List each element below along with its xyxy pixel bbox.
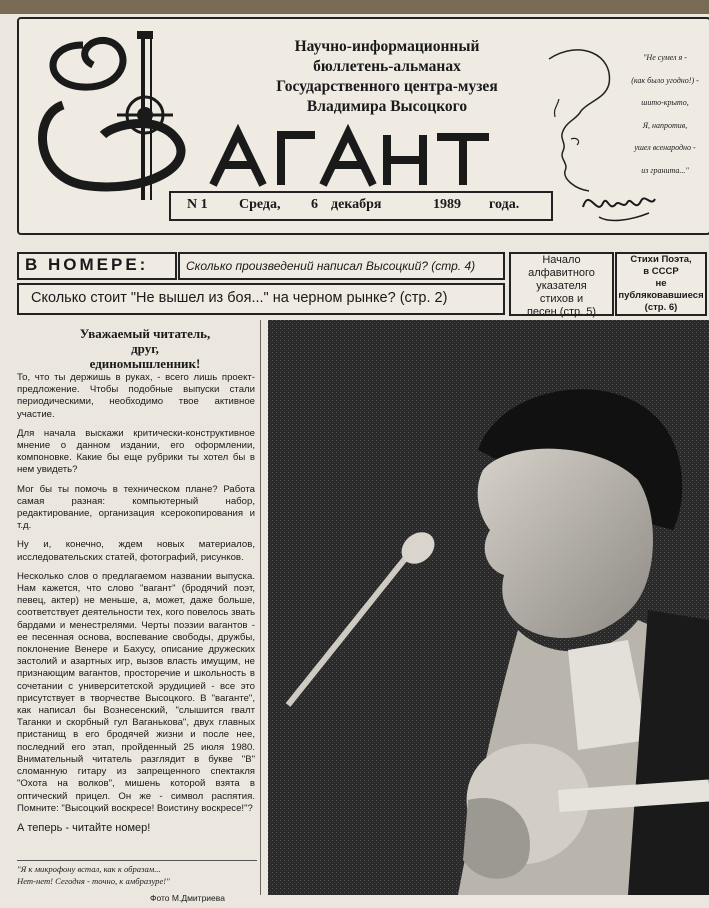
contents-line: указателя xyxy=(536,280,587,292)
contents-item-works-count xyxy=(178,252,505,280)
contents-item-text: Сколько стоит "Не вышел из боя..." на черном рынке? (стр. 2) xyxy=(31,290,448,306)
article-paragraph: Мог бы ты помочь в техническом плане? Работа самая разная: компьютерный набор, редактирование, организация ксерокопирования и т.д. xyxy=(17,483,255,532)
article-paragraph: То, что ты держишь в руках, - всего лишь проект-предложение. Чтобы подобные выпуски стали периодическими, необходимо твое активное участие. xyxy=(17,372,255,420)
photo-credit: Фото М.Дмитриева xyxy=(150,893,225,903)
contents-line: стихов и xyxy=(539,293,584,305)
contents-line: алфавитного xyxy=(528,267,595,279)
headline-line: друг, xyxy=(131,341,159,356)
epigraph-line: Нет-нет! Сегодня - точно, к амбразуре!" xyxy=(17,876,170,886)
article-paragraph: Несколько слов о предлагаемом названии выпуска. Нам кажется, что слово "вагант" (бродячий поэт, певец, актер) не меньше, а, может, даже больше, соответствует деятельности тех, кого повелось звать бардами и менестрелями. Черты поэзии вагантов - ее песенная основа, воспевание свободы, дружбы, поклонение Венере и Бахусу, описание дружеских застолий и азартных игр, вызов власть имущим, не признающим вагантов, просторечие и школьность в сочетании с университетской эрудицией - все это присутствует в творчестве Высоцкого. В "ваганте", как написал бы Вознесенский, "слышится гвалт Таганки и скорбный гул Ваганькова", двух главных пристанищ в его бродячей жизни и после нее, последний его этап, пройденный 25 июля 1980. Внимательный читатель разглядит в букве "В" сломанную гитару из запрещенного спектакля "Охота на волков", мишень которой взята в оптический прицел. Он же - символ распятия. Помните: "Высоцкий воскресе! Воистину воскресе!"? xyxy=(17,570,255,814)
contents-line: публяковавшиеся xyxy=(618,290,704,301)
contents-label: В НОМЕРЕ: xyxy=(25,255,149,274)
vysotsky-signature xyxy=(579,177,659,227)
column-divider xyxy=(260,320,261,895)
quote-line: "Не сумел я - xyxy=(643,53,687,62)
issue-bar xyxy=(169,191,553,221)
issue-suffix: года. xyxy=(489,197,520,212)
article-headline xyxy=(20,326,270,371)
issue-year: 1989 xyxy=(433,197,461,212)
contents-item-text: Сколько произведений написал Высоцкий? (стр. 4) xyxy=(186,259,476,273)
issue-day: 6 xyxy=(311,197,318,212)
quote-line: (как было угодно!) - xyxy=(631,75,699,85)
quote-line: из гранита..." xyxy=(641,165,689,175)
issue-month: декабря xyxy=(331,197,382,212)
quote-line: шито-крыто, xyxy=(641,98,689,107)
contents-line: в СССР xyxy=(643,266,679,277)
contents-line: (стр. 6) xyxy=(644,302,678,313)
epigraph-rule xyxy=(17,860,257,861)
headline-line: Уважаемый читатель, xyxy=(79,326,211,341)
publication-info xyxy=(257,37,517,117)
contents-label-box xyxy=(17,252,177,280)
contents-line: не xyxy=(655,278,667,289)
info-line: Владимира Высоцкого xyxy=(306,98,468,115)
issue-weekday: Среда, xyxy=(239,197,281,212)
binding-edge xyxy=(0,0,709,14)
issue-number: N 1 xyxy=(187,197,208,212)
info-line: Научно-информационный xyxy=(294,38,480,55)
article-closing: А теперь - читайте номер! xyxy=(17,821,151,834)
masthead xyxy=(17,17,709,235)
contents-item-index xyxy=(509,252,614,316)
contents-line: Стихи Поэта, xyxy=(630,254,692,265)
contents-line: песен (стр. 5) xyxy=(526,306,597,318)
epigraph-line: "Я к микрофону встал, как к образам... xyxy=(17,864,161,874)
headline-line: единомышленник! xyxy=(89,356,201,371)
poem-quote xyxy=(615,47,709,182)
quote-line: Я, напротив, xyxy=(642,120,688,130)
epigraph xyxy=(17,863,257,887)
info-line: Государственного центра-музея xyxy=(276,78,498,95)
vysotsky-photo xyxy=(268,320,709,895)
article-paragraph: Для начала выскажи критически-конструктивное мнение о данном издании, его оформлении, компоновке. Какие бы еще рубрики ты хотел бы в нем увидеть? xyxy=(17,427,255,476)
contents-line: Начало xyxy=(542,254,581,266)
contents-item-black-market xyxy=(17,283,505,315)
info-line: бюллетень-альманах xyxy=(313,58,461,75)
vagant-title: Ваганm xyxy=(23,25,27,26)
contents-item-unpublished-poems xyxy=(615,252,707,316)
article-body xyxy=(17,372,255,841)
article-paragraph: Ну и, конечно, ждем новых материалов, исследовательских статей, фотографий, рисунков. xyxy=(17,539,255,563)
quote-line: ушел всенародно - xyxy=(634,143,696,152)
